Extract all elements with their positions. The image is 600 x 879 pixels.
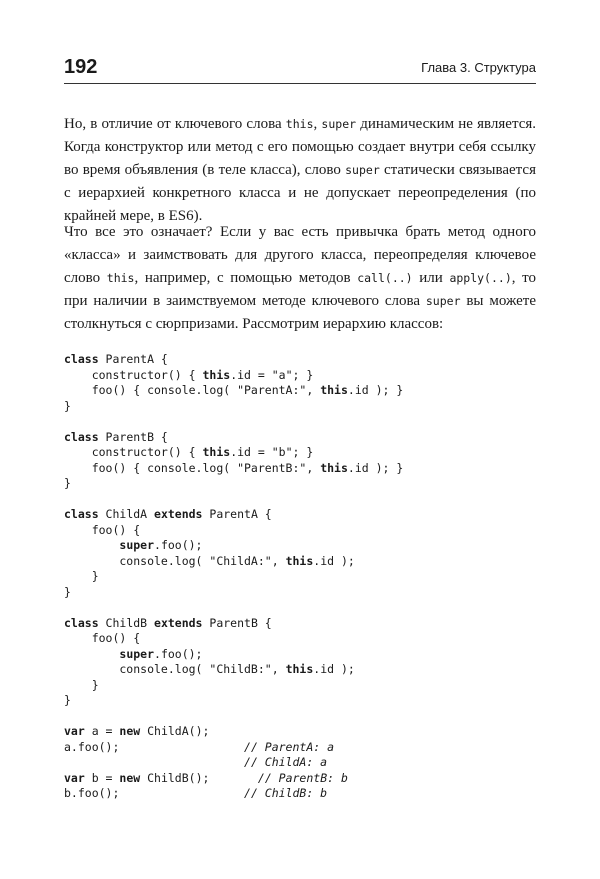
code-text: foo() { console.log( "ParentB:", [64, 460, 321, 475]
paragraph-text: , то при наличии в заимствуемом методе ключевого слова [64, 270, 537, 309]
code-keyword: extends [154, 615, 203, 630]
code-text: .id ); } [347, 460, 404, 475]
code-line [64, 585, 544, 601]
code-keyword: this [285, 662, 314, 676]
code-line [64, 445, 544, 461]
code-text: ChildB(); [140, 770, 258, 785]
code-text: ParentB { [98, 429, 168, 444]
code-text: .id ); [313, 662, 355, 676]
code-text [64, 755, 244, 769]
code-line [64, 538, 544, 554]
paragraph-borrowing-methods [64, 221, 536, 336]
code-listing [64, 352, 544, 802]
code-text: constructor() { [64, 367, 203, 382]
code-text: .foo(); [154, 538, 203, 552]
code-keyword: class [64, 429, 99, 444]
header-divider [64, 83, 536, 84]
code-line [64, 678, 544, 694]
code-keyword: this [202, 367, 231, 382]
code-text: .id ); [313, 553, 355, 568]
code-keyword: this [202, 445, 231, 459]
code-line [64, 709, 544, 725]
code-text: foo() { console.log( "ParentA:", [64, 383, 321, 397]
code-keyword: class [64, 507, 99, 521]
inline-code: super [425, 294, 461, 308]
code-line [64, 600, 544, 616]
code-line [64, 523, 544, 539]
code-line [64, 383, 544, 399]
code-comment: // ParentA: a [244, 739, 335, 754]
code-line [64, 399, 544, 415]
code-text: .foo(); [154, 646, 203, 661]
code-text: ParentA { [98, 352, 168, 366]
code-line [64, 724, 544, 740]
chapter-title: Глава 3. Структура [421, 60, 536, 75]
paragraph-text: , например, с помощью методов [134, 270, 358, 286]
code-line [64, 693, 544, 709]
code-keyword: var [64, 724, 85, 738]
code-line [64, 430, 544, 446]
code-text: console.log( "ChildA:", [64, 553, 286, 568]
code-text [64, 538, 119, 552]
code-text: b = [84, 770, 120, 785]
code-text: ParentB { [202, 615, 272, 630]
code-keyword: var [64, 770, 85, 785]
paragraph-text: статически связывается с иерархией конкретного класса и не допускает переопределения (по крайней мере, в ES6). [64, 162, 536, 224]
code-keyword: new [119, 724, 141, 738]
code-line [64, 476, 544, 492]
code-text: .id ); } [347, 383, 404, 397]
code-line [64, 461, 544, 477]
code-comment: // ChildA: a [244, 755, 328, 769]
code-line [64, 507, 544, 523]
code-keyword: extends [154, 507, 203, 521]
code-text: foo() { [64, 522, 141, 537]
code-line [64, 662, 544, 678]
code-text: } [64, 677, 99, 692]
code-keyword: new [119, 770, 141, 785]
code-keyword: super [119, 538, 155, 552]
inline-code: super [345, 163, 380, 177]
code-text: ChildA(); [140, 724, 210, 738]
code-line [64, 368, 544, 384]
code-keyword: class [64, 615, 99, 630]
code-line [64, 352, 544, 368]
inline-code: super [321, 117, 357, 131]
code-text: ChildA [98, 507, 155, 521]
page-number: 192 [64, 56, 98, 78]
code-text: } [64, 476, 71, 490]
code-line [64, 616, 544, 632]
paragraph-text: Что все это означает? Если у вас есть привычка брать метод одного «класса» и заимствовать для другого класса, переопределяя ключевое слово [64, 224, 536, 286]
code-text: } [64, 693, 71, 707]
paragraph-text: вы можете столкнуться с сюрпризами. Рассмотрим иерархию классов: [64, 293, 536, 332]
code-text: a = [84, 724, 120, 738]
code-line [64, 771, 544, 787]
paragraph-text: или [412, 270, 450, 286]
code-line [64, 786, 544, 802]
code-line [64, 740, 544, 756]
code-text: b.foo(); [64, 786, 245, 800]
paragraph-text: динамическим не является. Когда конструктор или метод с его помощью создает внутри себя ссылку во время объявления (в теле класса), слово [64, 116, 536, 178]
paragraph-text: , [313, 116, 322, 132]
code-keyword: this [285, 553, 314, 568]
inline-code: call(..) [357, 271, 413, 285]
code-text: ChildB [98, 615, 155, 630]
code-text: foo() { [64, 631, 141, 645]
code-text: } [64, 584, 71, 599]
code-text: constructor() { [64, 445, 203, 459]
code-keyword: this [320, 460, 348, 475]
code-line [64, 647, 544, 663]
code-text: console.log( "ChildB:", [64, 662, 286, 676]
code-line [64, 631, 544, 647]
code-text: .id = "a"; } [230, 367, 314, 382]
inline-code: this [285, 117, 314, 131]
code-line [64, 492, 544, 508]
paragraph-text: Но, в отличие от ключевого слова [64, 116, 286, 132]
code-keyword: class [64, 352, 99, 366]
inline-code: this [106, 271, 135, 285]
paragraph-super-static [64, 113, 536, 228]
code-keyword: this [320, 383, 348, 397]
code-text [64, 647, 119, 661]
code-text: .id = "b"; } [230, 445, 314, 459]
code-text: ParentA { [202, 507, 272, 521]
code-keyword: super [119, 646, 155, 661]
code-line [64, 414, 544, 430]
code-text: } [64, 569, 99, 583]
code-line [64, 755, 544, 771]
code-comment: // ParentB: b [257, 770, 348, 785]
code-line [64, 569, 544, 585]
inline-code: apply(..) [449, 271, 512, 285]
code-text: } [64, 398, 71, 413]
code-text: a.foo(); [64, 739, 245, 754]
code-line [64, 554, 544, 570]
code-comment: // ChildB: b [244, 786, 328, 800]
